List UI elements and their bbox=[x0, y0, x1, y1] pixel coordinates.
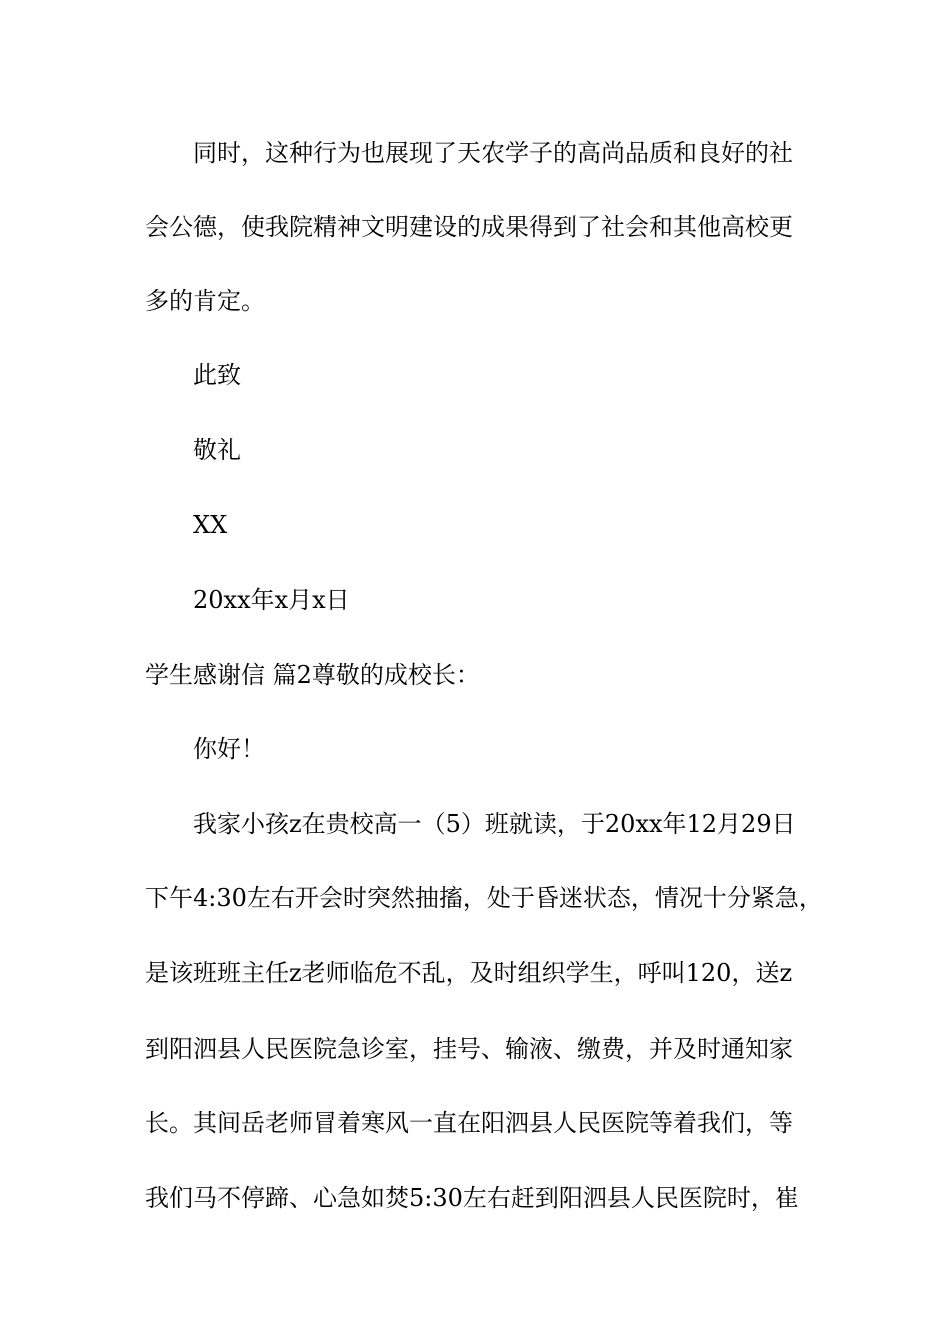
paragraph-line: 我们马不停蹄、心急如焚5:30左右赶到阳泗县人民医院时，崔 bbox=[145, 1184, 799, 1212]
paragraph-line: 长。其间岳老师冒着寒风一直在阳泗县人民医院等着我们，等 bbox=[145, 1109, 793, 1137]
paragraph-line: 会公德，使我院精神文明建设的成果得到了社会和其他高校更 bbox=[145, 213, 793, 241]
paragraph-line: 多的肯定。 bbox=[145, 287, 265, 315]
paragraph-line: 我家小孩z在贵校高一（5）班就读，于20xx年12月29日 bbox=[193, 810, 796, 838]
section-heading: 学生感谢信 篇2尊敬的成校长： bbox=[145, 661, 480, 689]
greeting-line: 你好！ bbox=[193, 735, 265, 763]
date-line: 20xx年x月x日 bbox=[193, 586, 350, 614]
salutation-line: 此致 bbox=[193, 361, 241, 389]
paragraph-line: 是该班班主任z老师临危不乱，及时组织学生，呼叫120，送z bbox=[145, 959, 793, 987]
salutation-line: 敬礼 bbox=[193, 436, 241, 464]
signature-line: XX bbox=[193, 511, 228, 539]
paragraph-line: 到阳泗县人民医院急诊室，挂号、输液、缴费，并及时通知家 bbox=[145, 1035, 793, 1063]
paragraph-line: 同时，这种行为也展现了天农学子的高尚品质和良好的社 bbox=[193, 139, 793, 167]
paragraph-line: 下午4:30左右开会时突然抽搐，处于昏迷状态，情况十分紧急， bbox=[145, 884, 823, 912]
